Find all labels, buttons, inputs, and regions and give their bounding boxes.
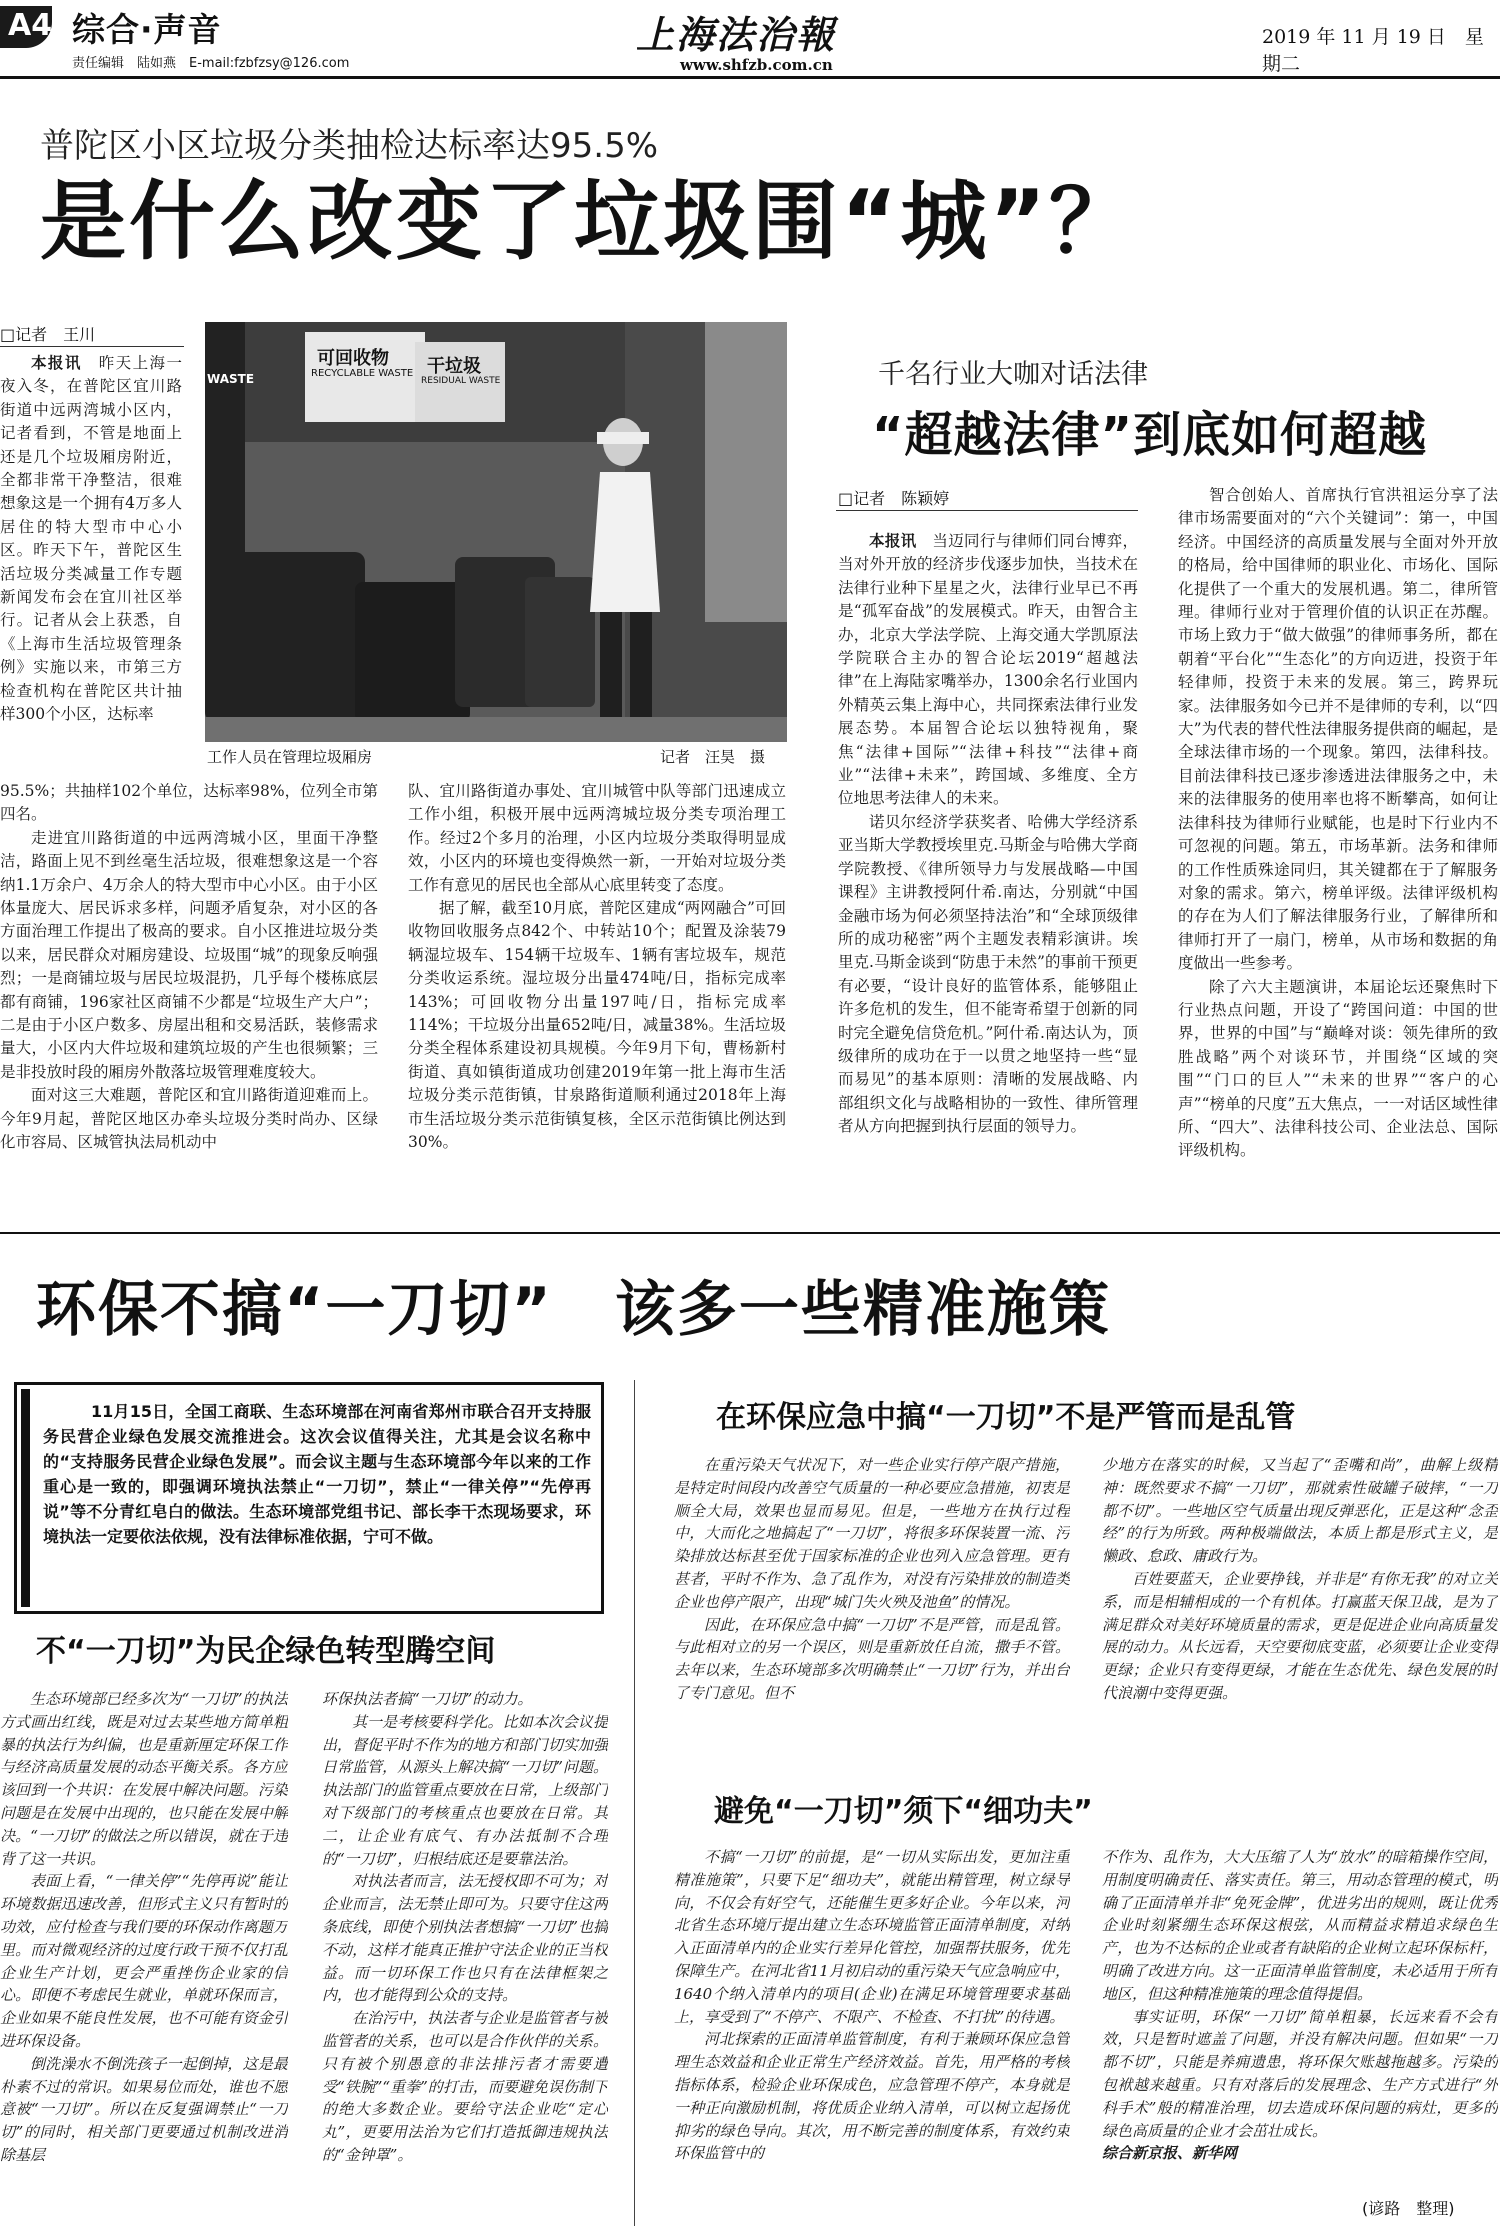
photo-caption: 工作人员在管理垃圾厢房 bbox=[207, 748, 373, 766]
story1-col1 bbox=[0, 352, 182, 772]
story1-para4: 队、宜川路街道办事处、宜川城管中队等部门迅速成立工作小组，积极开展中远两湾城垃圾分类专项治理工作。经过2个多月的治理，小区内垃圾分类取得明显成效，小区内的环境也变得焕然一新，一开始对垃圾分类工作有意见的居民也全部从心底里转变了态度。 bbox=[408, 782, 786, 894]
sign-waste: WASTE bbox=[207, 372, 255, 386]
section-title: 综合·声音 bbox=[72, 10, 222, 49]
sub1-para7: 在治污中，执法者与企业是监管者与被监管者的关系，也可以是合作伙伴的关系。只有被个别愚意的非法排污者才需要遭受“铁腕”“重拳”的打击，而要避免误伤制下的绝大多数企业。要给守法企业吃“定心丸”，更要用法治为它们打造抵御违规执法的“金钟罩”。 bbox=[322, 2009, 608, 2164]
story2-byline-rule bbox=[836, 510, 1138, 511]
story1-kicker: 普陀区小区垃圾分类抽检达标率达95.5% bbox=[40, 126, 659, 166]
sub3-para1: 不搞“一刀切”的前提，是“一切从实际出发，更加注重精准施策”，只要下足“细功夫”，就能出精管理，树立绿导向，不仅会有好空气，还能催生更多好企业。今年以来，河北省生态环境厅提出建立生态环境监管正面清单制度，对纳入正面清单内的企业实行差异化管控，加强帮扶服务，优先保障生产。在河北省11月初启动的重污染天气应急响应中，1640个纳入清单内的项目(企业)在满足环境管理要求基础上，享受到了“不停产、不限产、不检查、不打扰”的待遇。 bbox=[674, 1848, 1070, 2026]
sub1-para2: 表面上看，“一律关停”“先停再说”能让环境数据迅速改善，但形式主义只有暂时的功效，应付检查与我们要的环保动作离题万里。而对微观经济的过度行政干预不仅打乱企业生产计划，更会严重挫伤企业家的信心。即便不考虑民生就业，单就环保而言，企业如果不能良性发展，也不可能有资金引进环保设备。 bbox=[0, 1872, 288, 2050]
story3-sub3-col-a bbox=[674, 1846, 1070, 2226]
story3-sub2-col-b bbox=[1102, 1454, 1498, 1704]
sign-recyclable-en: RECYCLABLE WASTE bbox=[311, 368, 414, 379]
paper-website: www.shfzb.com.cn bbox=[680, 56, 833, 74]
sub1-para1: 生态环境部已经多次为“一刀切”的执法方式画出红线，既是对过去某些地方简单粗暴的执法行为纠偏，也是重新厘定环保工作与经济高质量发展的动态平衡关系。各方应该回到一个共识：在发展中解决问题。污染问题是在发展中出现的，也只能在发展中解决。“一刀切”的做法之所以错误，就在于违背了这一共识。 bbox=[0, 1690, 288, 1868]
story2-lead: 当迈同行与律师们同台博弈，当对外开放的经济步伐逐步加快，当技术在法律行业种下星星之火，法律行业早已不再是“孤军奋战”的发展模式。昨天，由智合主办，北京大学法学院、上海交通大学凯原法学院联合主办的智合论坛2019“超越法律”在上海陆家嘴举办，1300余名行业国内外精英云集上海中心，共同探索法律行业发展态势。本届智合论坛以独特视角，聚焦“法律+国际”“法律+科技”“法律+商业”“法律+未来”，跨国域、多维度、全方位地思考法律人的未来。 bbox=[838, 532, 1138, 808]
story3-sub1: 不“一刀切”为民企绿色转型腾空间 bbox=[36, 1634, 496, 1669]
story2-kicker: 千名行业大咖对话法律 bbox=[878, 359, 1148, 390]
story1-col-b bbox=[408, 780, 786, 1202]
story3-editor-note: (谚路 整理) bbox=[1362, 2199, 1455, 2218]
sub2-para3: 少地方在落实的时候，又当起了“歪嘴和尚”，曲解上级精神：既然要求不搞“一刀切”，那就索性破罐子破摔，“一刀都不切”。一些地区空气质量出现反弹恶化，正是这种“念歪经”的行为所致。两种极端做法，本质上都是形式主义，是懒政、怠政、庸政行为。 bbox=[1102, 1456, 1498, 1566]
story3-vertical-rule bbox=[634, 1380, 635, 2226]
sub3-para2: 河北探索的正面清单监管制度，有利于兼顾环保应急管理生态效益和企业正常生产经济效益。首先，用严格的考核指标体系，检验企业环保成色，应急管理不停产，本身就是一种正向激励机制，将优质企业纳入清单，可以树立起扬优抑劣的绿色导向。其次，用不断完善的制度体系，有效约束环保监管中的 bbox=[674, 2030, 1070, 2163]
issue-date: 2019 年 11 月 19 日 星期二 bbox=[1262, 26, 1484, 75]
lead-tag: 本报讯 bbox=[31, 354, 82, 372]
story1-stat: 95.5%；共抽样102个单位，达标率98%，位列全市第四名。 bbox=[0, 782, 378, 824]
lead-tag: 本报讯 bbox=[869, 532, 917, 550]
page-badge bbox=[0, 6, 52, 48]
sub2-para1: 在重污染天气状况下，对一些企业实行停产限产措施，是特定时间段内改善空气质量的一种必要应急措施，初衷是顺全大局，效果也显而易见。但是，一些地方在执行过程中，大而化之地搞起了“一刀切”，将很多环保装置一流、污染排放达标甚至优于国家标准的企业也列入应急管理。更有甚者，平时不作为、急了乱作为，对没有污染排放的制造类企业也停产限产，出现“城门失火殃及池鱼”的情况。 bbox=[674, 1456, 1070, 1611]
story3-sub1-col-a bbox=[0, 1688, 288, 2228]
story2-headline: “超越法律”到底如何超越 bbox=[872, 407, 1428, 463]
story1-para3: 面对这三大难题，普陀区和宜川路街道迎难而上。今年9月起，普陀区地区办牵头垃圾分类时尚办、区绿化市容局、区城管执法局机动中 bbox=[0, 1086, 378, 1152]
sub3-para3: 不作为、乱作为，大大压缩了人为“放水”的暗箱操作空间，用制度明确责任、落实责任。第三，用动态管理的模式，明确了正面清单并非“免死金牌”，优进劣出的规则，既让优秀企业时刻紧绷生态环保这根弦，从而精益求精追求绿色生产，也为不达标的企业或者有缺陷的企业树立起环保标杆，明确了改进方向。这一正面清单监管制度，未必适用于所有地区，但这种精准施策的理念值得提倡。 bbox=[1102, 1848, 1498, 2003]
sub1-para4: 环保执法者搞“一刀切”的动力。 bbox=[322, 1690, 533, 1708]
story1-para2: 走进宜川路街道的中远两湾城小区，里面干净整洁，路面上见不到丝毫生活垃圾，很难想象这是一个容纳1.1万余户、4万余人的特大型市中心小区。由于小区体量庞大、居民诉求多样，问题矛盾复杂，对小区的各方面治理工作提出了极高的要求。自小区推进垃圾分类以来，居民群众对厢房建设、垃圾围“城”的现象反响强烈；一是商铺垃圾与居民垃圾混扔，几乎每个楼栋底层都有商铺，196家社区商铺不少都是“垃圾生产大户”；二是由于小区户数多、房屋出租和交易活跃，装修需求量大，小区内大件垃圾和建筑垃圾的产生也很频繁；三是非投放时段的厢房外散落垃圾管理难度较大。 bbox=[0, 828, 378, 1081]
story1-headline: 是什么改变了垃圾围“城”？ bbox=[40, 172, 1139, 272]
editor-line: 责任编辑 陆如燕 E-mail:fzbfzsy@126.com bbox=[72, 56, 350, 71]
story1-para5: 据了解，截至10月底，普陀区建成“两网融合”可回收物回收服务点842个、中转站10个；配置及涂装79辆湿垃圾车、154辆干垃圾车、1辆有害垃圾车，规范分类收运系统。湿垃圾分出量474吨/日，指标完成率143%；可回收物分出量197吨/日，指标完成率114%；干垃圾分出量652吨/日，减量38%。生活垃圾分类全程体系建设初具规模。今年9月下旬，曹杨新村街道、真如镇街道成功创建2019年第一批上海市生活垃圾分类示范街镇，甘泉路街道顺利通过2018年上海市生活垃圾分类示范街镇复核，全区示范街镇比例达到30%。 bbox=[408, 899, 786, 1152]
sub1-para6: 对执法者而言，法无授权即不可为；对企业而言，法无禁止即可为。只要守住这两条底线，即使个别执法者想搞“一刀切”也搞不动，这样才能真正推护守法企业的正当权益。而一切环保工作也只有在法律框架之内，也才能得到公众的支持。 bbox=[322, 1872, 608, 2005]
story1-col-a bbox=[0, 780, 378, 1202]
sign-residual: 干垃圾 bbox=[427, 356, 481, 377]
story3-sub3: 避免“一刀切”须下“细功夫” bbox=[714, 1794, 1093, 1829]
story1-photo bbox=[205, 322, 787, 742]
story3-sub2-col-a bbox=[674, 1454, 1070, 1704]
story2-para3: 智合创始人、首席执行官洪祖运分享了法律市场需要面对的“六个关键词”：第一，中国经济。中国经济的高质量发展与全面对外开放的格局，给中国律师的职业化、市场化、国际化提供了一个重大的发展机遇。第二，律所管理。律师行业对于管理价值的认识正在苏醒。市场上致力于“做大做强”的律师事务所，都在朝着“平台化”“生态化”的方向迈进，投资于年轻律师，投资于未来的发展。第三，跨界玩家。法律服务如今已并不是律师的专利，以“四大”为代表的替代性法律服务提供商的崛起，是全球法律市场的一个现象。第四，法律科技。目前法律科技已逐步渗透进法律服务之中，未来的法律服务的使用率也将不断攀高，如何让法律科技为律师行业赋能，也是时下行业内不可忽视的问题。第五，市场革新。法务和律师的工作性质殊途同归，其关键都在于了解服务对象的需求。第六，榜单评级。法律评级机构的存在为人们了解法律服务行业，了解律所和律师打开了一扇门，榜单，从市场和数据的角度做出一些参考。 bbox=[1178, 486, 1498, 973]
sub1-para5: 其一是考核要科学化。比如本次会议提出，督促平时不作为的地方和部门切实加强日常监管，从源头上解决搞“一刀切”问题。执法部门的监管重点要放在日常，上级部门对下级部门的考核重点也要放在日常。其二，让企业有底气、有办法抵制不合理的“一刀切”，归根结底还是要靠法治。 bbox=[322, 1712, 608, 1868]
story2-byline: □记者 陈颖婷 bbox=[838, 489, 950, 508]
masthead-rule bbox=[0, 76, 1500, 79]
story3-source: 综合新京报、新华网 bbox=[1102, 2144, 1238, 2163]
story1-byline: □记者 王川 bbox=[0, 325, 96, 344]
story2-col2 bbox=[1178, 484, 1498, 1202]
sub2-para4: 百姓要蓝天，企业要挣钱，并非是“有你无我”的对立关系，而是相辅相成的一个有机体。打赢蓝天保卫战，是为了满足群众对美好环境质量的需求，更是促进企业向高质量发展的动力。从长远看，天空要彻底变蓝，必须要让企业变得更绿；企业只有变得更绿，才能在生态优先、绿色发展的时代浪潮中变得更强。 bbox=[1102, 1569, 1498, 1702]
section-divider bbox=[0, 1232, 1500, 1234]
sub3-para4: 事实证明，环保“一刀切”简单粗暴，长远来看不会有效，只是暂时遮盖了问题，并没有解决问题。但如果“一刀都不切”，只能是养痈遗患，将环保欠账越拖越多。污染的包袱越来越重。只有对落后的发展理念、生产方式进行“外科手术”般的精准治理，切去造成环保问题的病灶，更多的绿色高质量的企业才会茁壮成长。 bbox=[1102, 2007, 1498, 2140]
sub2-para2: 因此，在环保应急中搞“一刀切”不是严管，而是乱管。与此相对立的另一个误区，则是重新放任自流，撒手不管。去年以来，生态环境部多次明确禁止“一刀切”行为，并出台了专门意见。但不 bbox=[674, 1615, 1070, 1702]
paper-name: 上海法治報 bbox=[636, 12, 837, 57]
story3-headline: 环保不搞“一刀切” 该多一些精准施策 bbox=[36, 1275, 1111, 1345]
story2-col1 bbox=[838, 530, 1138, 1202]
story3-sub2: 在环保应急中搞“一刀切”不是严管而是乱管 bbox=[716, 1400, 1296, 1435]
story3-sub1-col-b bbox=[322, 1688, 608, 2228]
story3-summary-box bbox=[14, 1382, 604, 1614]
photo-credit: 记者 汪昊 摄 bbox=[660, 748, 766, 766]
story3-summary: 11月15日，全国工商联、生态环境部在河南省郑州市联合召开支持服务民营企业绿色发展交流推进会。这次会议值得关注，尤其是会议名称中的“支持服务民营企业绿色发展”。而会议主题与生态环境部今年以来的工作重心是一致的，即强调环境执法禁止“一刀切”，禁止“一律关停”“先停再说”等不分青红皂白的做法。生态环境部党组书记、部长李干杰现场要求，环境执法一定要依法依规，没有法律标准依据，宁可不做。 bbox=[43, 1402, 591, 1546]
summary-bar bbox=[21, 1389, 30, 1607]
story1-lead: 昨天上海一夜入冬，在普陀区宜川路街道中远两湾城小区内，记者看到，不管是地面上还是几个垃圾厢房附近，全都非常干净整洁，很难想象这是一个拥有4万多人居住的特大型市中心小区。昨天下午，普陀区生活垃圾分类减量工作专题新闻发布会在宜川社区举行。记者从会上获悉，自《上海市生活垃圾管理条例》实施以来，市第三方检查机构在普陀区共计抽样300个小区，达标率 bbox=[0, 354, 182, 724]
story1-byline-rule bbox=[0, 346, 184, 347]
sub1-para3: 倒洗澡水不倒洗孩子一起倒掉，这是最朴素不过的常识。如果易位而处，谁也不愿意被“一刀切”。所以在反复强调禁止“一刀切”的同时，相关部门更要通过机制改进消除基层 bbox=[0, 2054, 288, 2164]
story2-para2: 诺贝尔经济学获奖者、哈佛大学经济系亚当斯大学教授埃里克.马斯金与哈佛大学商学院教授、《律所领导力与发展战略—中国课程》主讲教授阿什希.南达，分别就“中国金融市场为何必须坚持法治”和“全球顶级律所的成功秘密”两个主题发表精彩演讲。埃里克.马斯金谈到“防患于未然”的事前干预更有必要，“设计良好的监管体系，能够阻止许多危机的发生，但不能寄希望于创新的同时完全避免信贷危机。”阿什希.南达认为，顶级律所的成功在于一以贯之地坚持一些“显而易见”的基本原则：清晰的发展战略、内部组织文化与战略相协的一致性、律所管理者从方向把握到执行层面的领导力。 bbox=[838, 812, 1138, 1136]
sign-residual-en: RESIDUAL WASTE bbox=[421, 376, 501, 386]
story2-para4: 除了六大主题演讲，本届论坛还聚焦时下行业热点问题，开设了“跨国问道：中国的世界，世界的中国”与“巅峰对谈：领先律所的致胜战略”两个对谈环节，并围绕“区域的突围”“门口的巨人”“未来的世界”“客户的心声”“榜单的尺度”五大焦点，一一对话区域性律所、“四大”、法律科技公司、企业法总、国际评级机构。 bbox=[1178, 977, 1498, 1160]
sign-recyclable: 可回收物 bbox=[317, 348, 389, 369]
page-number: A4 bbox=[8, 8, 53, 43]
story3-sub3-col-b bbox=[1102, 1846, 1498, 2186]
